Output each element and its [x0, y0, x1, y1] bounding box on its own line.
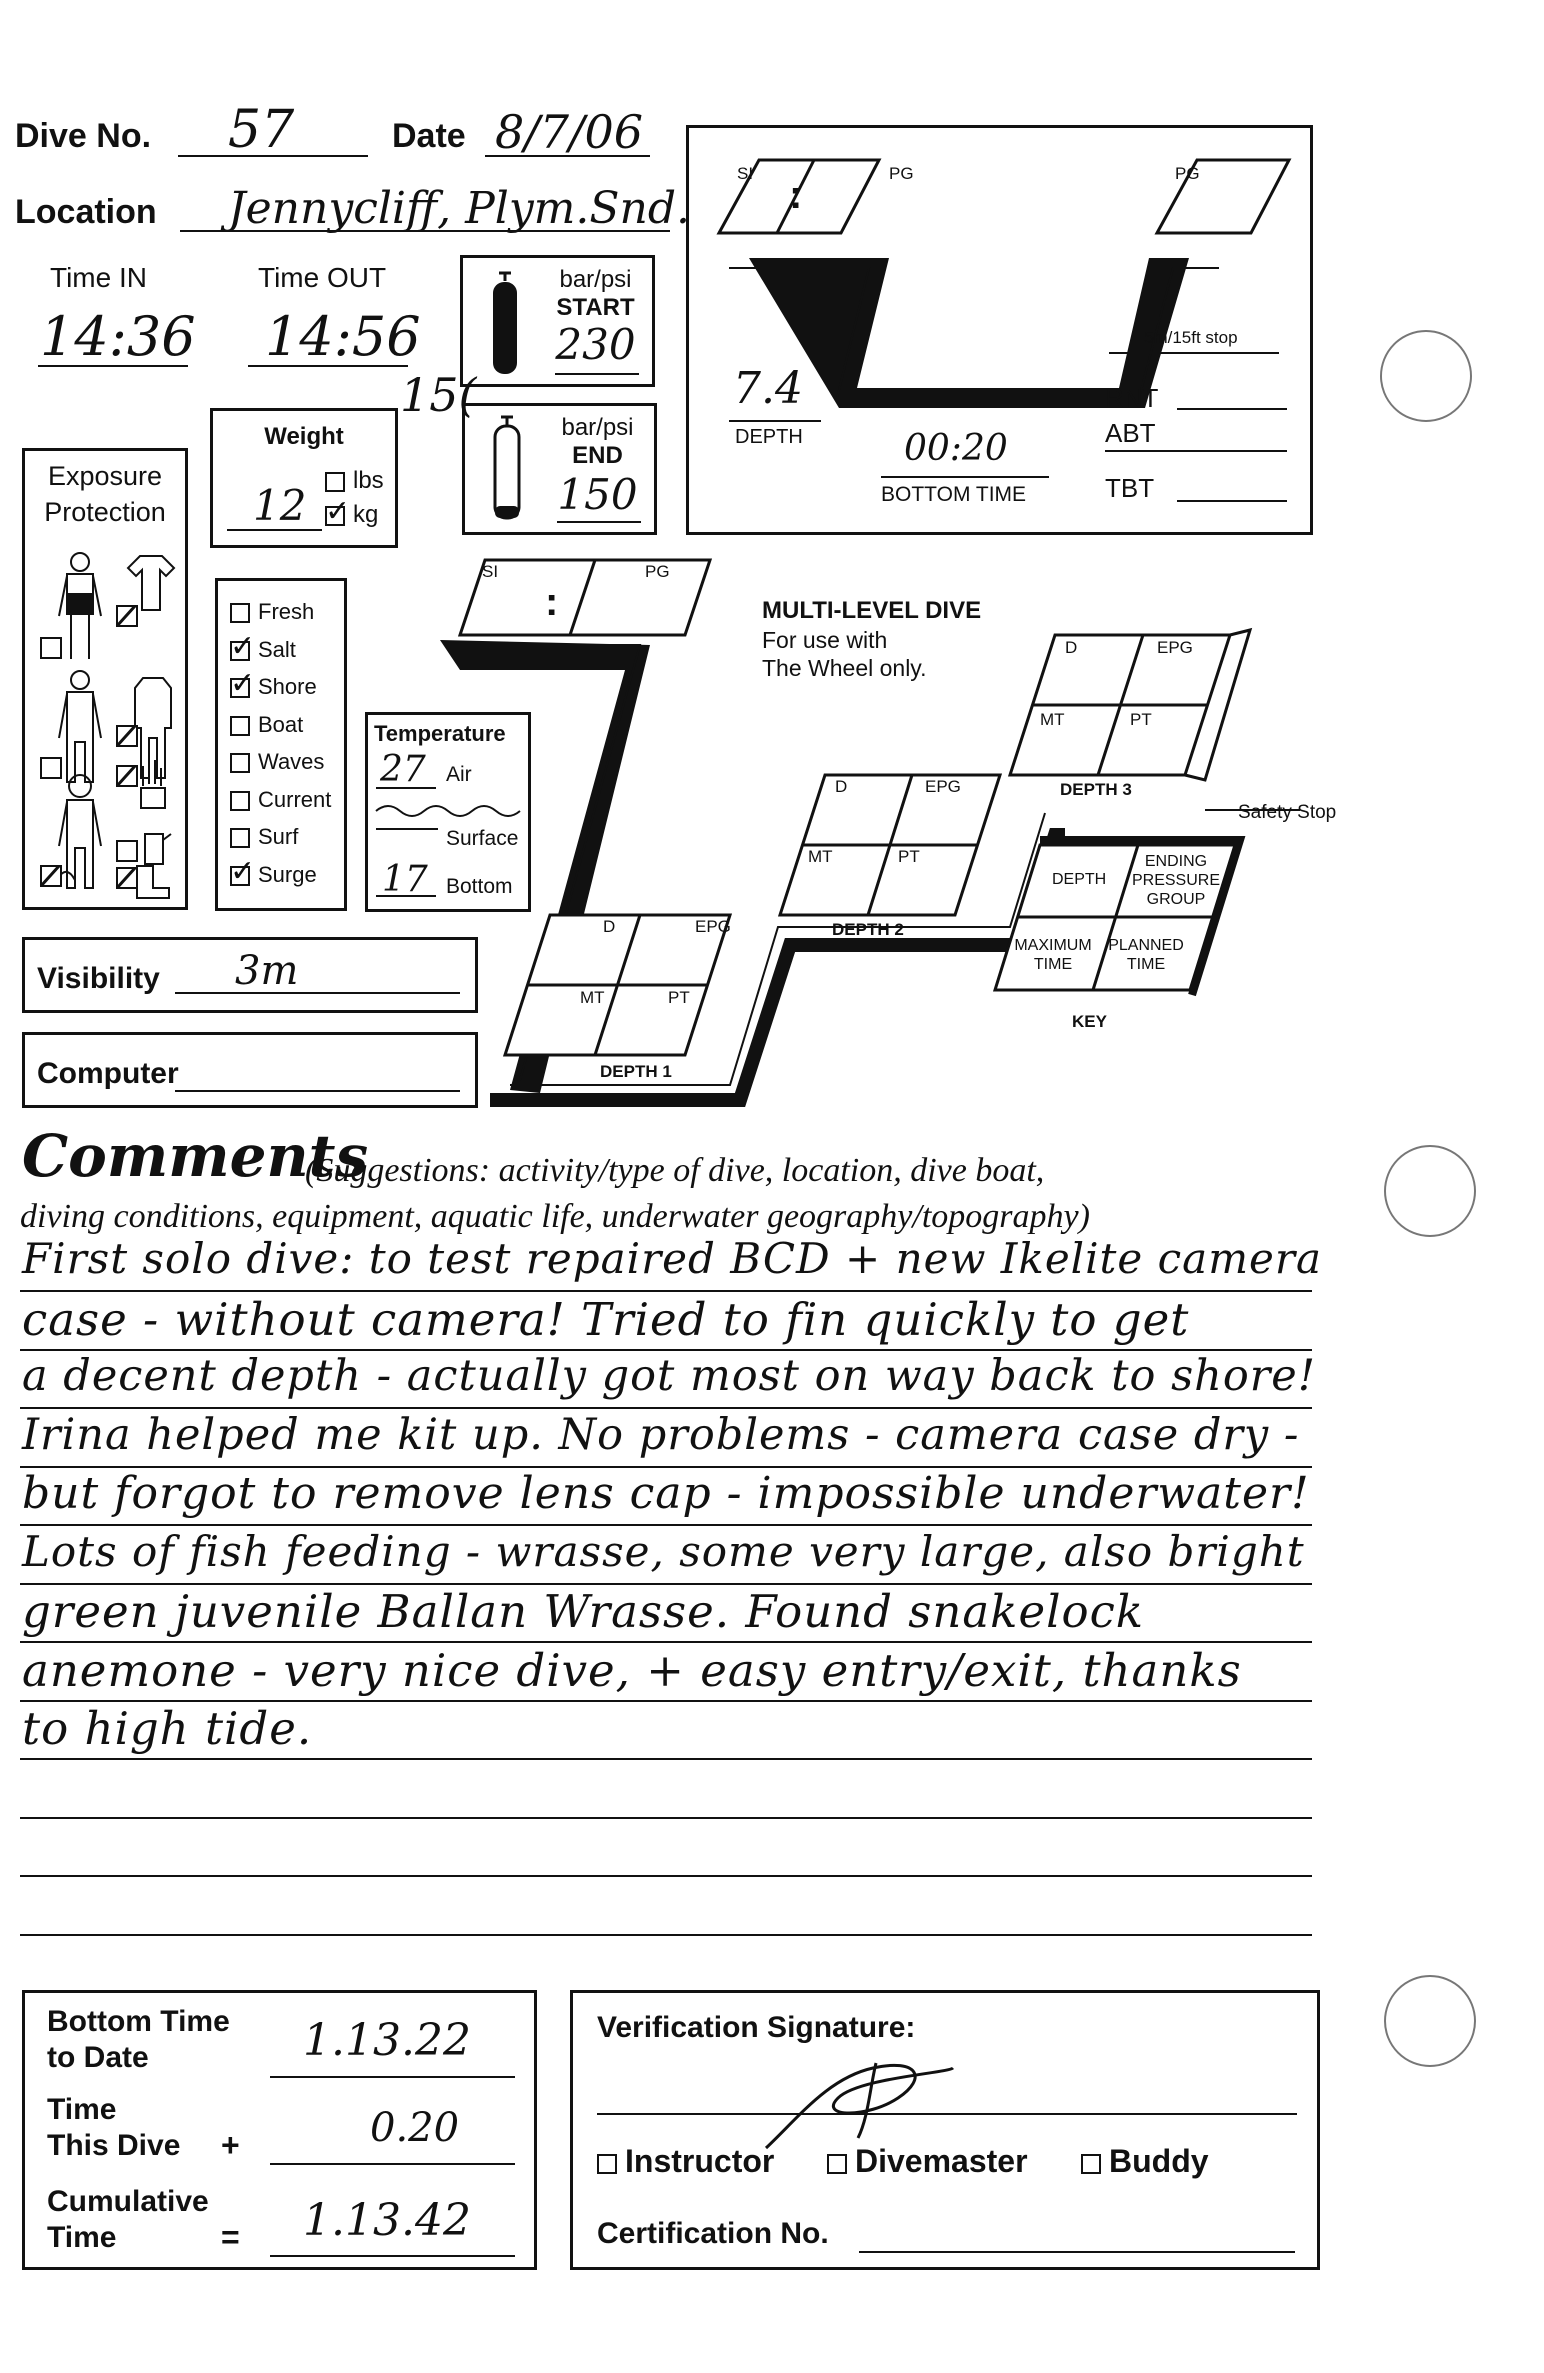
comment-line: Irina helped me kit up. No problems - camera case dry -	[22, 1409, 1300, 1460]
d1-d: D	[603, 917, 616, 936]
visibility-label: Visibility	[37, 962, 160, 995]
totals-box	[22, 1990, 537, 2270]
location-label: Location	[15, 193, 157, 231]
condition-checkbox[interactable]	[230, 641, 250, 661]
key-depth: DEPTH	[1052, 871, 1107, 888]
condition-label: Waves	[258, 749, 325, 774]
comment-line: to high tide.	[22, 1702, 313, 1755]
stray-mark: 15(	[400, 368, 477, 422]
weight-box	[210, 408, 398, 548]
d1-mt: MT	[580, 988, 605, 1007]
binder-hole	[1380, 330, 1472, 422]
tank-empty-icon	[489, 414, 525, 526]
d3-epg: EPG	[1157, 638, 1193, 657]
depth1-label: DEPTH 1	[600, 1062, 672, 1081]
condition-option[interactable]	[230, 637, 296, 663]
condition-checkbox[interactable]	[230, 828, 250, 848]
comment-rule	[20, 1875, 1312, 1877]
end-units: bar/psi	[561, 414, 634, 441]
comment-line: green juvenile Ballan Wrasse. Found snakelock	[22, 1585, 1145, 1638]
exposure-suits-icons	[25, 546, 185, 908]
d1-pt: PT	[668, 988, 690, 1007]
condition-label: Fresh	[258, 599, 315, 624]
conditions-box	[215, 578, 347, 911]
visibility-value: 3m	[235, 948, 299, 994]
ml-subtitle-2: The Wheel only.	[762, 655, 927, 681]
time-out-line	[248, 365, 408, 367]
depth-label: DEPTH	[735, 426, 803, 448]
condition-checkbox[interactable]	[230, 603, 250, 623]
condition-option[interactable]	[230, 862, 317, 888]
lbs-option[interactable]: lbs	[325, 467, 384, 495]
condition-label: Current	[258, 786, 332, 812]
profile-si-colon: :	[789, 173, 803, 217]
comments-title: Comments	[22, 1122, 369, 1190]
signature-image	[758, 2038, 958, 2158]
start-value: 230	[555, 320, 636, 369]
d2-d: D	[835, 777, 848, 796]
exposure-label-1: Exposure	[47, 461, 163, 491]
condition-label: Salt	[258, 636, 296, 662]
condition-option[interactable]	[230, 824, 298, 850]
bottom-time-value: 00:20	[904, 428, 1008, 469]
verification-label: Verification Signature:	[597, 2011, 916, 2044]
dive-profile-box	[686, 125, 1313, 535]
kg-checkbox[interactable]	[325, 506, 345, 526]
weight-value: 12	[253, 481, 307, 530]
divemaster-checkbox[interactable]	[827, 2154, 847, 2174]
equals-sign: =	[221, 2219, 240, 2255]
suggestions-line-1: (Suggestions: activity/type of dive, location, dive boat,	[305, 1152, 1045, 1189]
time-in-line	[38, 365, 188, 367]
d1-epg: EPG	[695, 917, 731, 936]
verification-box	[570, 1990, 1320, 2270]
air-label: Air	[446, 763, 472, 786]
condition-checkbox[interactable]	[230, 866, 250, 886]
depth2-label: DEPTH 2	[832, 920, 904, 939]
time-in-value: 14:36	[40, 305, 196, 368]
comment-rule	[20, 1817, 1312, 1819]
tank-start-box	[460, 255, 655, 387]
ml-si-colon: :	[545, 580, 559, 624]
time-in-label: Time IN	[50, 262, 147, 293]
comment-line: anemone - very nice dive, + easy entry/exit, thanks	[22, 1643, 1242, 1697]
condition-checkbox[interactable]	[230, 753, 250, 773]
buddy-option[interactable]: Buddy	[1081, 2143, 1209, 2180]
ml-subtitle-1: For use with	[762, 627, 888, 653]
computer-label: Computer	[37, 1057, 179, 1090]
buddy-checkbox[interactable]	[1081, 2154, 1101, 2174]
condition-option[interactable]	[230, 599, 314, 625]
this-dive-label-2: This Dive	[47, 2129, 181, 2162]
location-value: Jennycliff, Plym.Snd.	[228, 183, 691, 234]
profile-pg2-label: PG	[1175, 164, 1200, 183]
condition-label: Surf	[258, 824, 299, 849]
surface-label: Surface	[446, 827, 519, 850]
weight-label: Weight	[264, 423, 344, 450]
condition-checkbox[interactable]	[230, 791, 250, 811]
condition-checkbox[interactable]	[230, 678, 250, 698]
bottom-label: Bottom	[446, 875, 513, 898]
instructor-option[interactable]: Instructor	[597, 2143, 774, 2180]
condition-label: Boat	[258, 711, 304, 737]
bt-to-date-value: 1.13.22	[303, 2015, 471, 2066]
key-mt: MAXIMUM TIME	[1014, 937, 1092, 973]
this-dive-value: 0.20	[370, 2105, 460, 2151]
lbs-checkbox[interactable]	[325, 472, 345, 492]
binder-hole	[1384, 1975, 1476, 2067]
plus-sign: +	[221, 2127, 240, 2163]
depth3-label: DEPTH 3	[1060, 780, 1132, 799]
time-out-label: Time OUT	[258, 262, 387, 293]
d3-mt: MT	[1040, 710, 1065, 729]
this-dive-label-1: Time	[47, 2093, 117, 2126]
instructor-checkbox[interactable]	[597, 2154, 617, 2174]
profile-si-label: SI	[737, 164, 754, 183]
air-temp-value: 27	[380, 749, 426, 790]
binder-hole	[1384, 1145, 1476, 1237]
date-value: 8/7/06	[495, 105, 644, 159]
condition-checkbox[interactable]	[230, 716, 250, 736]
d3-d: D	[1065, 638, 1078, 657]
exposure-box	[22, 448, 188, 910]
suggestions-line-2: diving conditions, equipment, aquatic life, underwater geography/topography)	[20, 1198, 1090, 1235]
rnt-label: RNT	[1105, 383, 1159, 413]
bottom-time-label: BOTTOM TIME	[881, 483, 1027, 506]
profile-pg-label: PG	[889, 164, 914, 183]
d2-pt: PT	[898, 847, 920, 866]
exposure-label-2: Protection	[44, 497, 166, 527]
ml-title: MULTI-LEVEL DIVE	[762, 597, 982, 624]
depth-value: 7.4	[733, 363, 803, 414]
tank-full-icon	[487, 270, 523, 378]
condition-option[interactable]	[230, 712, 303, 738]
comment-line: Lots of fish feeding - wrasse, some very large, also bright	[22, 1526, 1305, 1576]
tbt-label: TBT	[1105, 473, 1155, 503]
bt-to-date-label-2: to Date	[47, 2041, 149, 2074]
dive-no-value: 57	[228, 100, 295, 160]
comment-line: case - without camera! Tried to fin quickly to get	[22, 1292, 1190, 1346]
bt-to-date-label-1: Bottom Time	[47, 2005, 230, 2038]
dive-no-label: Dive No.	[15, 117, 152, 155]
tank-end-box	[462, 403, 657, 535]
condition-option[interactable]	[230, 674, 317, 700]
start-label: START	[556, 294, 635, 321]
condition-label: Shore	[258, 674, 317, 699]
key-epg: ENDING PRESSURE GROUP	[1131, 853, 1221, 908]
abt-label: ABT	[1105, 418, 1156, 448]
comment-line: but forgot to remove lens cap - impossible underwater!	[22, 1468, 1310, 1519]
stop-label: 5m/15ft stop	[1144, 328, 1238, 347]
bottom-temp-value: 17	[382, 859, 428, 900]
comment-line: a decent depth - actually got most on way back to shore!	[22, 1351, 1317, 1401]
d2-mt: MT	[808, 847, 833, 866]
computer-box	[22, 1032, 478, 1108]
condition-option[interactable]	[230, 787, 331, 813]
comment-rule	[20, 1934, 1312, 1936]
visibility-box	[22, 937, 478, 1013]
comment-line: First solo dive: to test repaired BCD + new Ikelite camera	[22, 1234, 1322, 1283]
d3-pt: PT	[1130, 710, 1152, 729]
cert-label: Certification No.	[597, 2217, 829, 2250]
end-value: 150	[557, 470, 638, 519]
kg-option[interactable]: ✓kg	[325, 501, 378, 529]
cumulative-label-1: Cumulative	[47, 2185, 209, 2218]
divemaster-option[interactable]: Divemaster	[827, 2143, 1028, 2180]
ml-si-label: SI	[482, 562, 499, 581]
time-out-value: 14:56	[265, 305, 421, 368]
safety-stop-label: Safety Stop	[1238, 802, 1337, 823]
start-units: bar/psi	[559, 266, 632, 293]
condition-option[interactable]	[230, 749, 324, 775]
cumulative-value: 1.13.42	[303, 2195, 471, 2246]
comment-rule	[20, 1758, 1312, 1760]
date-label: Date	[392, 117, 466, 155]
key-pt: PLANNED TIME	[1108, 937, 1184, 973]
condition-label: Surge	[258, 861, 317, 887]
d2-epg: EPG	[925, 777, 961, 796]
cumulative-label-2: Time	[47, 2221, 117, 2254]
temperature-label: Temperature	[374, 721, 506, 746]
end-label: END	[572, 442, 623, 469]
key-label: KEY	[1072, 1012, 1107, 1031]
ml-pg-label: PG	[645, 562, 670, 581]
